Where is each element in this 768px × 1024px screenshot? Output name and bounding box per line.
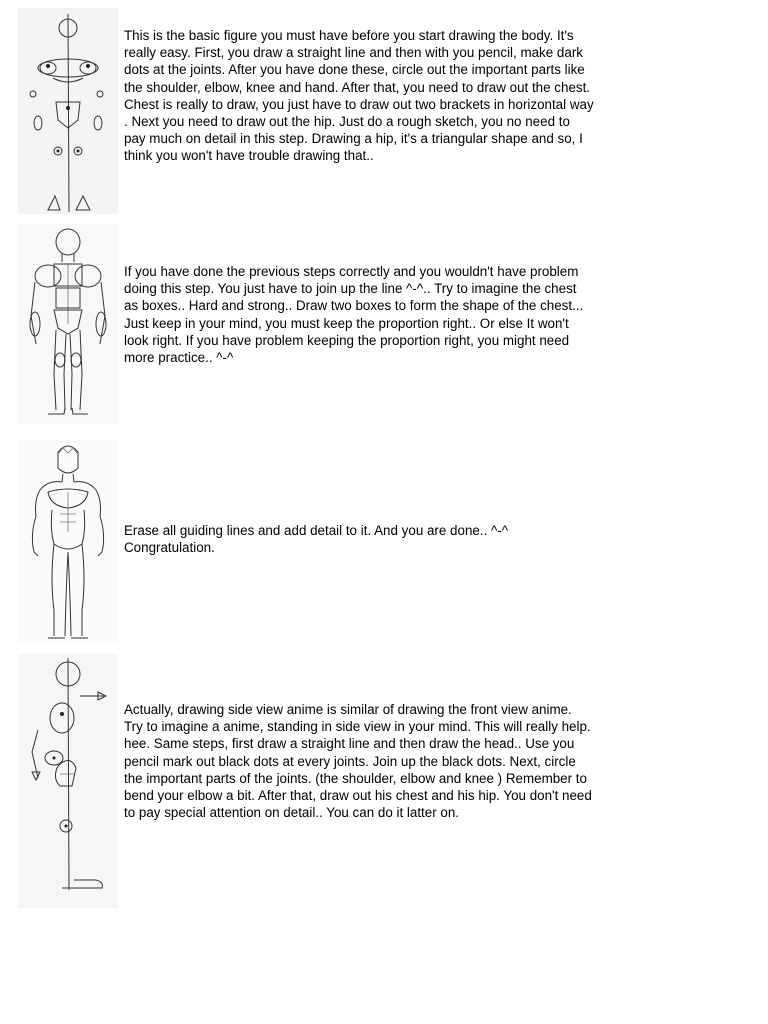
step-2-text: If you have done the previous steps correctly and you wouldn't have problem doing this step. You just have to join up the line ^-^.. Try to imagine the chest as boxes.. Hard and strong.. Draw two boxes to form the shape of the chest... Just keep in your mind, you must keep the proportion right.. Or else It won't look right. If you have problem keeping the proportion right, you might need more practice.. ^-^ — [124, 264, 584, 366]
stick-figure-side-view-icon — [18, 654, 118, 908]
finished-anime-figure-front-icon — [18, 440, 118, 644]
step-3-text: Erase all guiding lines and add detail to it. And you are done.. ^-^ Congratulation. — [124, 523, 509, 556]
boxed-muscle-figure-front-icon — [18, 224, 118, 424]
step-4-text: Actually, drawing side view anime is similar of drawing the front view anime. Try to imagine a anime, standing in side view in your mind. This will really help. hee. Same steps, first draw a straight line and then draw the head.. Use you pencil mark out black dots at every joints. Join up the black dots. Next, circle the important parts of the joints. (the shoulder, elbow and knee ) Remember to bend your elbow a bit. After that, draw out his chest and his hip. You don't need to pay special attention on detail.. You can do it latter on. — [124, 702, 592, 821]
basic-stick-figure-front-icon — [18, 8, 118, 214]
step-1-text: This is the basic figure you must have before you start drawing the body. It's really easy. First, you draw a straight line and then with you pencil, make dark dots at the joints. After you have done these, circle out the important parts like the shoulder, elbow, knee and hand. After that, you need to draw out the chest. Chest is really to draw, you just have to draw out two brackets in horizontal way . Next you need to draw out the hip. Just do a rough sketch, you no need to pay much on detail in this step. Drawing a hip, it's a triangular shape and so, I think you won't have trouble drawing that.. — [124, 28, 594, 164]
